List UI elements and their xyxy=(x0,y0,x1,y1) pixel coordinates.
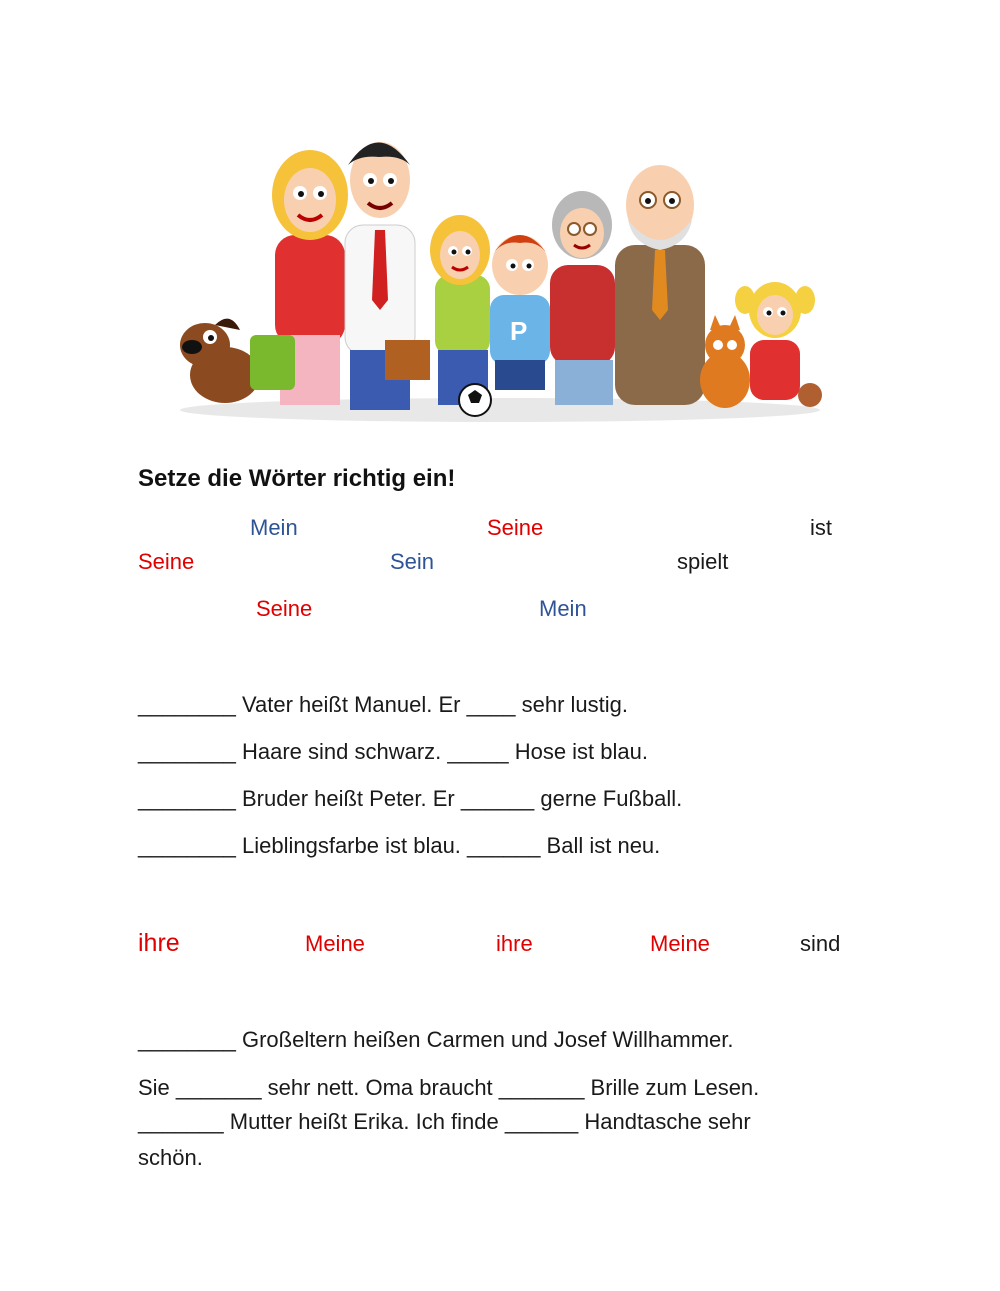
sentence-line: schön. xyxy=(138,1145,203,1170)
word-chip[interactable]: sind xyxy=(800,931,841,956)
dog-figure xyxy=(180,319,260,403)
father-figure xyxy=(345,142,430,410)
word-chip[interactable]: Mein xyxy=(250,515,298,540)
exercise-title: Setze die Wörter richtig ein! xyxy=(138,465,456,492)
svg-text:P: P xyxy=(510,316,528,346)
word-chip[interactable]: Sein xyxy=(390,549,435,574)
word-chip[interactable]: ihre xyxy=(496,931,533,956)
sentence-line: ________ Haare sind schwarz. _____ Hose ist blau. xyxy=(138,739,648,764)
word-chip[interactable]: Meine xyxy=(305,931,365,956)
word-chip[interactable]: ist xyxy=(810,515,832,540)
word-chip[interactable]: spielt xyxy=(677,549,729,574)
sentence-line: ________ Vater heißt Manuel. Er ____ sehr lustig. xyxy=(138,692,629,717)
cat-figure xyxy=(700,315,750,408)
word-chip[interactable]: ihre xyxy=(138,929,180,957)
grandmother-figure xyxy=(550,191,615,405)
sentence-line: ________ Lieblingsfarbe ist blau. ______ Ball ist neu. xyxy=(138,833,661,858)
mother-figure xyxy=(250,150,348,405)
word-chip[interactable]: Mein xyxy=(539,596,587,621)
sentence-line: Sie _______ sehr nett. Oma braucht _______ Brille zum Lesen. xyxy=(138,1075,760,1100)
word-chip[interactable]: Meine xyxy=(650,931,710,956)
word-chip[interactable]: Seine xyxy=(138,549,195,574)
girl-figure xyxy=(430,215,490,405)
sentence-line: _______ Mutter heißt Erika. Ich finde ______ Handtasche sehr xyxy=(138,1109,751,1134)
sentence-line: ________ Großeltern heißen Carmen und Josef Willhammer. xyxy=(138,1027,734,1052)
sentence-line: ________ Bruder heißt Peter. Er ______ gerne Fußball. xyxy=(138,786,683,811)
word-chip[interactable]: Seine xyxy=(487,515,544,540)
word-chip[interactable]: Seine xyxy=(256,596,313,621)
grandfather-figure xyxy=(615,165,705,405)
family-illustration xyxy=(170,125,830,425)
